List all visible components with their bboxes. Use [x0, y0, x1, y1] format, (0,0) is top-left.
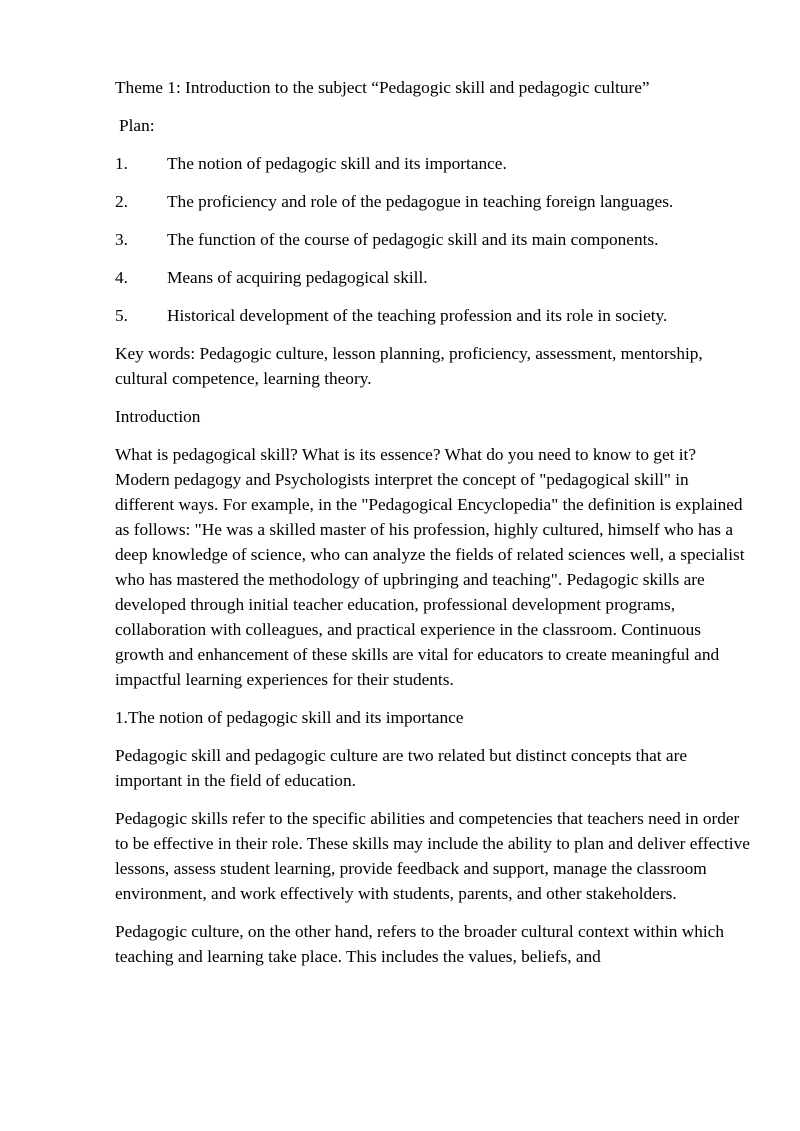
plan-item-number: 1.	[115, 154, 128, 173]
plan-item-text: The notion of pedagogic skill and its importance.	[167, 154, 507, 173]
introduction-heading: Introduction	[115, 407, 201, 426]
plan-item-text: Means of acquiring pedagogical skill.	[167, 268, 428, 287]
plan-item	[115, 151, 750, 176]
keywords-paragraph: Key words: Pedagogic culture, lesson planning, proficiency, assessment, mentorship, cultural competence, learning theory.	[115, 344, 703, 388]
section-1-heading: 1.The notion of pedagogic skill and its importance	[115, 708, 464, 727]
plan-item-number: 4.	[115, 268, 128, 287]
plan-item-number: 3.	[115, 230, 128, 249]
plan-label: Plan:	[119, 116, 155, 135]
section-1-paragraph: Pedagogic skill and pedagogic culture are two related but distinct concepts that are important in the field of education.	[115, 746, 688, 790]
section-1-paragraph: Pedagogic culture, on the other hand, refers to the broader cultural context within which teaching and learning take place. This includes the values, beliefs, and	[115, 922, 724, 966]
plan-item-number: 2.	[115, 192, 128, 211]
plan-list	[115, 151, 750, 328]
theme-title: Theme 1: Introduction to the subject “Pedagogic skill and pedagogic culture”	[115, 78, 650, 97]
document-page	[115, 75, 750, 982]
plan-item-text: Historical development of the teaching profession and its role in society.	[167, 306, 668, 325]
plan-item	[115, 303, 750, 328]
section-1-paragraph: Pedagogic skills refer to the specific abilities and competencies that teachers need in order to be effective in their role. These skills may include the ability to plan and deliver effective lessons, assess student learning, provide feedback and support, manage the classroom environment, and work effectively with students, parents, and other stakeholders.	[115, 809, 750, 903]
plan-item	[115, 265, 750, 290]
plan-item	[115, 227, 750, 252]
introduction-paragraph: What is pedagogical skill? What is its essence? What do you need to know to get it? Modern pedagogy and Psychologists interpret the concept of "pedagogical skill" in different ways. For example, in the "Pedagogical Encyclopedia" the definition is explained as follows: "He was a skilled master of his profession, highly cultured, himself who has a deep knowledge of science, who can analyze the fields of related sciences well, a specialist who has mastered the methodology of upbringing and teaching". Pedagogic skills are developed through initial teacher education, professional development programs, collaboration with colleagues, and practical experience in the classroom. Continuous growth and enhancement of these skills are vital for educators to create meaningful and impactful learning experiences for their students.	[115, 445, 745, 689]
plan-item-number: 5.	[115, 306, 128, 325]
plan-item-text: The proficiency and role of the pedagogue in teaching foreign languages.	[167, 192, 674, 211]
plan-item-text: The function of the course of pedagogic skill and its main components.	[167, 230, 659, 249]
plan-item	[115, 189, 750, 214]
